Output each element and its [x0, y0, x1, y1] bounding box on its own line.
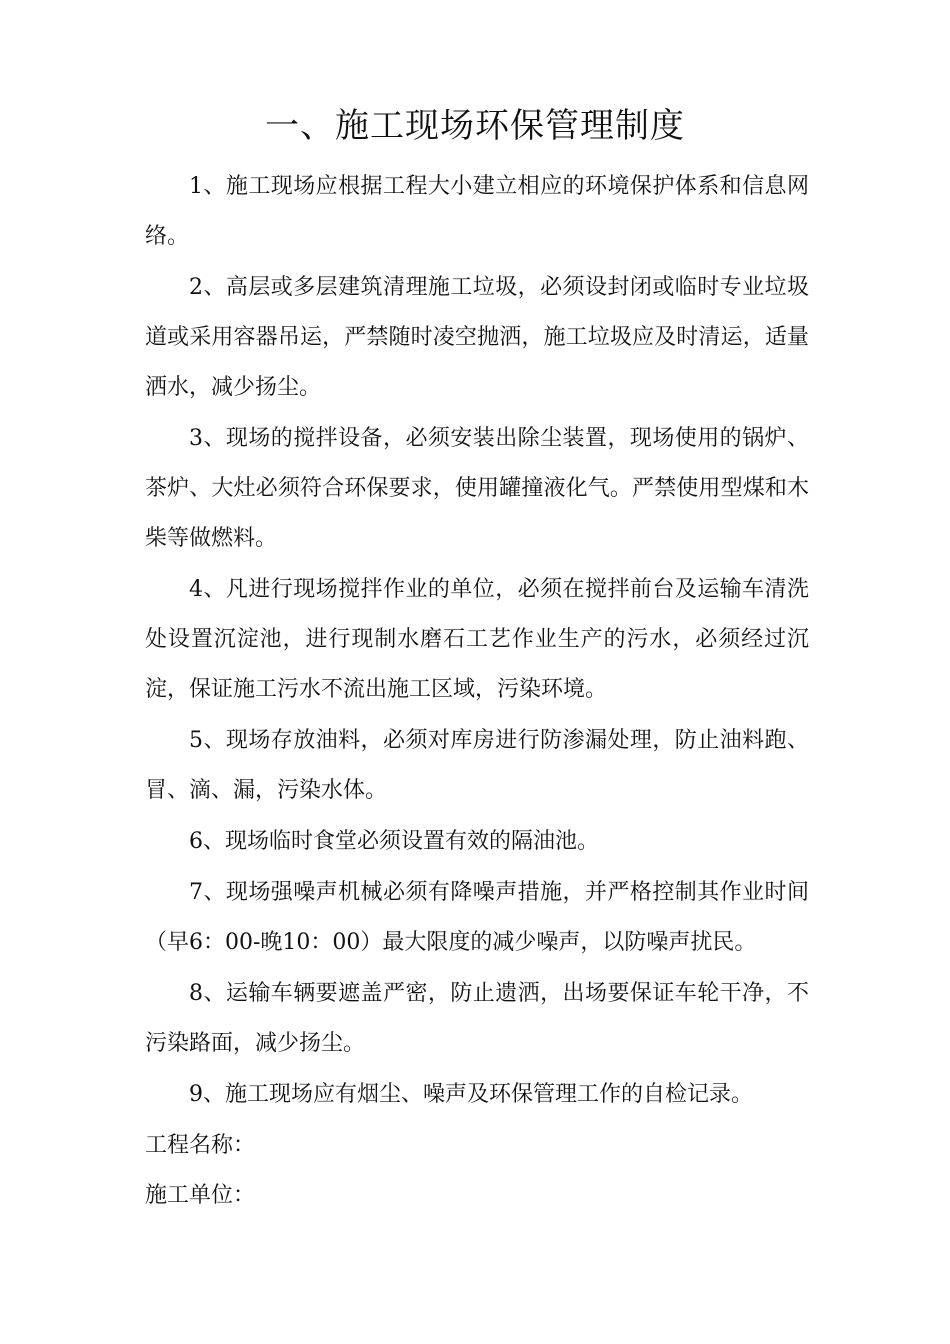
construction-unit-label: 施工单位： [145, 1183, 256, 1208]
paragraph-9: 9、施工现场应有烟尘、噪声及环保管理工作的自检记录。 [189, 1082, 753, 1107]
paragraph-5: 5、现场存放油料，必须对库房进行防渗漏处理，防止油料跑、冒、滴、漏，污染水体。 [145, 728, 809, 803]
paragraph-3: 3、现场的搅拌设备，必须安装出除尘装置，现场使用的锅炉、茶炉、大灶必须符合环保要求，使用罐撞液化气。严禁使用型煤和木柴等做燃料。 [145, 426, 809, 551]
paragraph-8: 8、运输车辆要遮盖严密，防止遗洒，出场要保证车轮干净，不污染路面，减少扬尘。 [145, 981, 809, 1056]
paragraph-6: 6、现场临时食堂必须设置有效的隔油池。 [189, 829, 599, 854]
document-body [145, 162, 809, 1221]
paragraph-1: 1、施工现场应根据工程大小建立相应的环境保护体系和信息网络。 [145, 174, 809, 249]
paragraph-4: 4、凡进行现场搅拌作业的单位，必须在搅拌前台及运输车清洗处设置沉淀池，进行现制水磨石工艺作业生产的污水，必须经过沉淀，保证施工污水不流出施工区域，污染环境。 [145, 577, 809, 702]
project-name-label: 工程名称： [145, 1133, 256, 1158]
paragraph-7: 7、现场强噪声机械必须有降噪声措施，并严格控制其作业时间（早6：00-晚10：00）最大限度的减少噪声，以防噪声扰民。 [145, 880, 809, 955]
paragraph-2: 2、高层或多层建筑清理施工垃圾，必须设封闭或临时专业垃圾道或采用容器吊运，严禁随时凌空抛洒，施工垃圾应及时清运，适量洒水，减少扬尘。 [145, 275, 809, 400]
document-title: 一、施工现场环保管理制度 [265, 106, 685, 146]
